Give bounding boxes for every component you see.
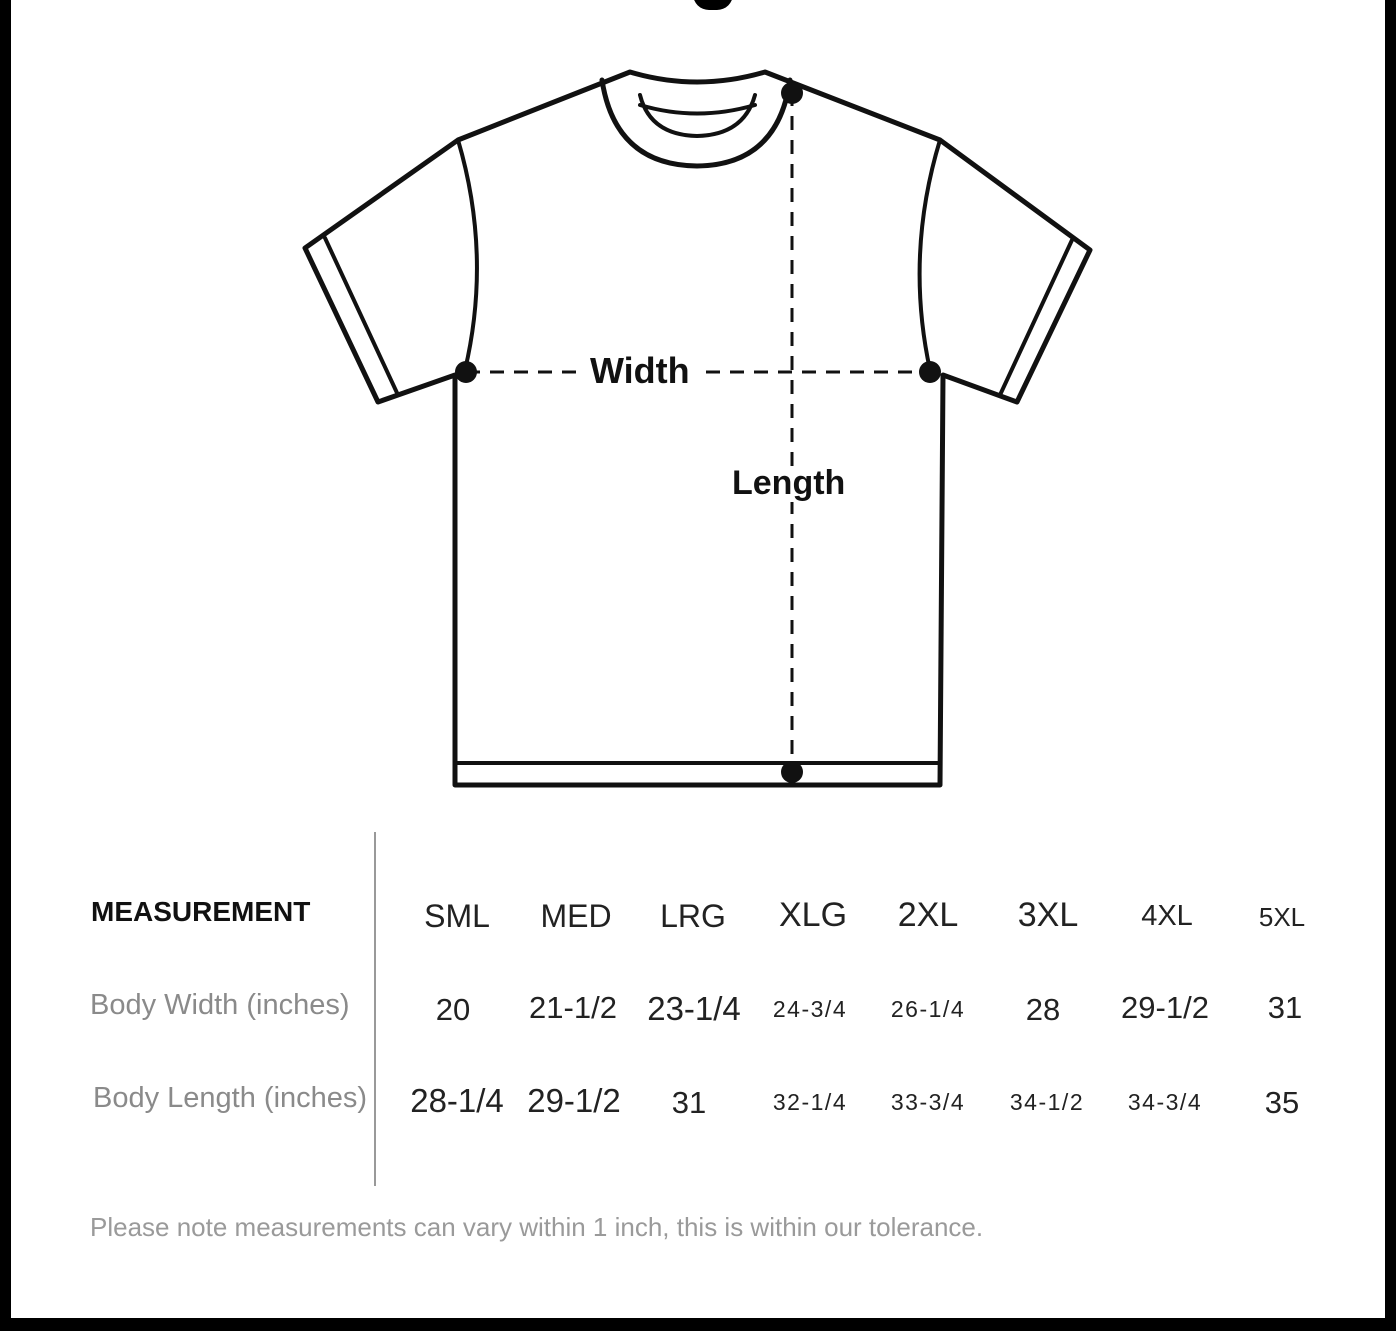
body-width-lrg: 23-1/4 <box>647 990 741 1027</box>
row-label-body-width: Body Width (inches) <box>90 989 350 1021</box>
size-header-sml: SML <box>424 898 490 934</box>
body-length-2xl: 33-3/4 <box>890 1089 966 1115</box>
length-top-point <box>781 82 803 104</box>
length-label: Length <box>732 464 846 502</box>
size-header-2xl: 2XL <box>897 896 959 934</box>
tolerance-note: Please note measurements can vary within 1 inch, this is within our tolerance. <box>90 1212 984 1242</box>
body-width-4xl: 29-1/2 <box>1121 990 1209 1025</box>
tshirt-diagram-icon <box>11 0 1385 820</box>
measurement-header: MEASUREMENT <box>91 896 311 927</box>
width-label: Width <box>590 350 690 391</box>
size-header-xlg: XLG <box>778 896 848 934</box>
size-header-lrg: LRG <box>660 898 726 934</box>
right-sleeve-hem <box>1000 240 1072 395</box>
body-length-3xl: 34-1/2 <box>1009 1089 1085 1115</box>
size-header-3xl: 3XL <box>1017 896 1079 934</box>
body-width-2xl: 26-1/4 <box>890 996 966 1022</box>
width-left-point <box>455 361 477 383</box>
right-armhole-seam <box>920 140 940 370</box>
body-length-5xl: 35 <box>1264 1085 1300 1120</box>
body-length-sml: 28-1/4 <box>410 1082 504 1119</box>
row-label-body-length: Body Length (inches) <box>93 1082 368 1114</box>
body-width-xlg: 24-3/4 <box>772 996 848 1022</box>
size-header-med: MED <box>540 898 612 934</box>
body-width-5xl: 31 <box>1267 990 1303 1025</box>
size-chart-card <box>11 0 1385 1318</box>
body-length-4xl: 34-3/4 <box>1127 1089 1203 1115</box>
table-divider <box>374 832 376 1186</box>
shirt-collar-outer <box>602 80 790 166</box>
body-length-xlg: 32-1/4 <box>772 1089 848 1115</box>
length-bottom-point <box>781 761 803 783</box>
body-width-med: 21-1/2 <box>529 990 617 1025</box>
width-right-point <box>919 361 941 383</box>
shirt-collar-inner-2 <box>640 105 755 114</box>
body-length-lrg: 31 <box>671 1085 707 1120</box>
size-header-4xl: 4XL <box>1141 900 1193 932</box>
shirt-outline <box>305 72 1090 785</box>
body-width-sml: 20 <box>435 992 471 1027</box>
size-header-5xl: 5XL <box>1258 902 1306 932</box>
body-length-med: 29-1/2 <box>527 1082 621 1119</box>
left-armhole-seam <box>458 140 477 370</box>
body-width-3xl: 28 <box>1025 992 1061 1027</box>
